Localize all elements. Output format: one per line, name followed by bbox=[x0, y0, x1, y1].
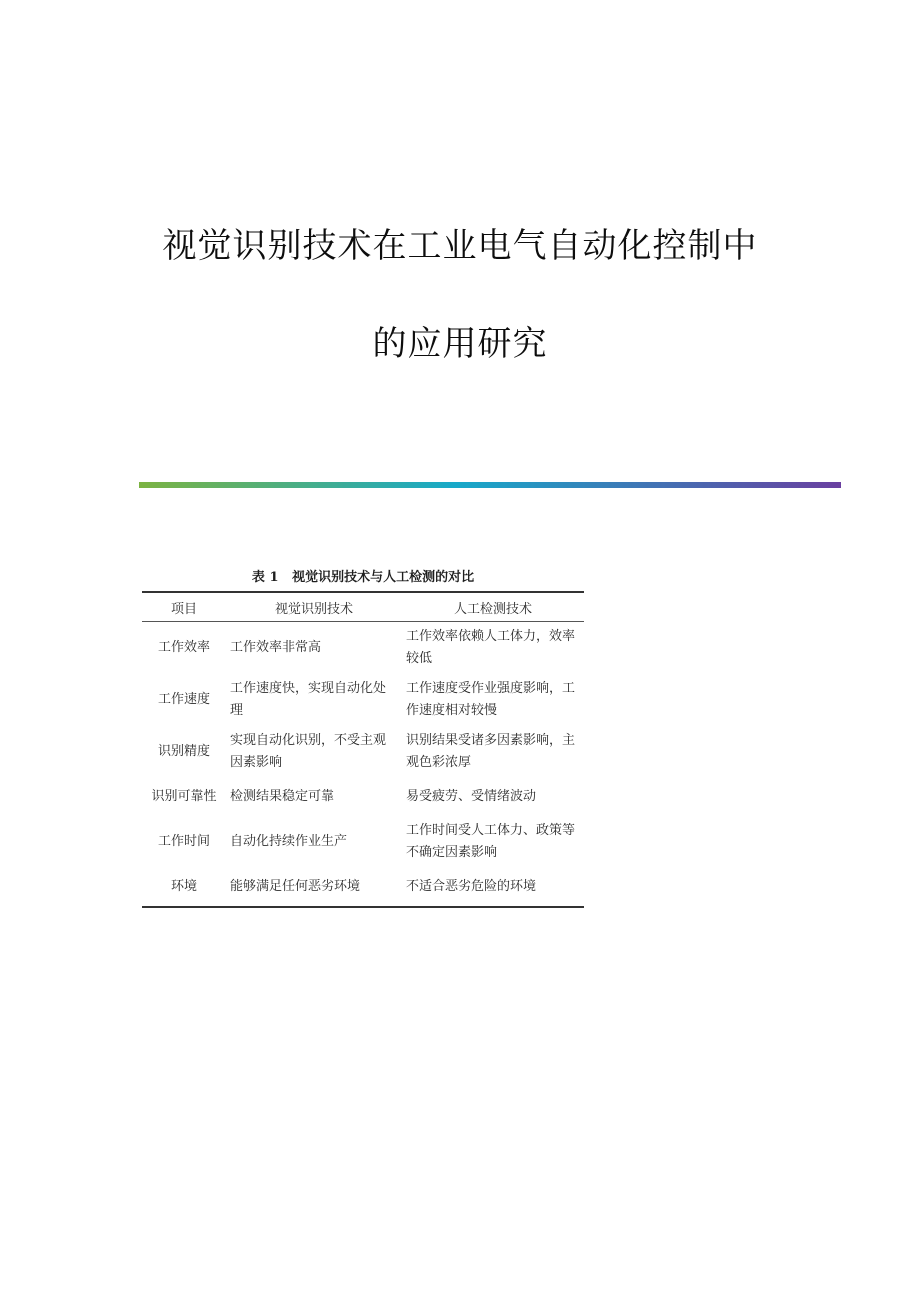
table-cell-manual: 不适合恶劣危险的环境 bbox=[406, 879, 537, 894]
table-row bbox=[142, 674, 584, 726]
table-row bbox=[142, 868, 584, 907]
table-cell-manual: 工作速度受作业强度影响，工作速度相对较慢 bbox=[406, 681, 576, 718]
table-cell-vision: 工作速度快，实现自动化处理 bbox=[230, 681, 387, 718]
table-cell-vision: 检测结果稳定可靠 bbox=[230, 789, 335, 804]
table-cell-vision: 能够满足任何恶劣环境 bbox=[230, 879, 361, 894]
table-row bbox=[142, 816, 584, 868]
comparison-table-figure bbox=[142, 565, 584, 908]
decorative-gradient-divider bbox=[139, 482, 841, 488]
table-cell-manual: 工作时间受人工体力、政策等不确定因素影响 bbox=[406, 823, 576, 860]
table-cell-vision: 自动化持续作业生产 bbox=[230, 834, 348, 849]
table-cell-manual: 识别结果受诸多因素影响，主观色彩浓厚 bbox=[406, 733, 576, 770]
table-cell-manual: 工作效率依赖人工体力，效率较低 bbox=[406, 629, 576, 666]
comparison-table bbox=[142, 591, 584, 908]
table-cell-vision: 实现自动化识别，不受主观因素影响 bbox=[230, 733, 387, 770]
document-title-line-2: 的应用研究 bbox=[372, 324, 548, 364]
document-title-line-1: 视觉识别技术在工业电气自动化控制中 bbox=[162, 226, 758, 266]
table-caption: 表 1 视觉识别技术与人工检测的对比 bbox=[251, 570, 475, 585]
table-row bbox=[142, 726, 584, 778]
table-cell-item: 环境 bbox=[170, 879, 197, 894]
table-cell-item: 识别精度 bbox=[157, 744, 210, 759]
table-header-row bbox=[142, 592, 584, 622]
table-cell-item: 工作时间 bbox=[157, 834, 210, 849]
table-header-cell: 人工检测技术 bbox=[453, 601, 532, 617]
table-cell-item: 工作速度 bbox=[157, 692, 210, 707]
table-cell-item: 工作效率 bbox=[157, 640, 210, 655]
table-row bbox=[142, 622, 584, 675]
table-cell-manual: 易受疲劳、受情绪波动 bbox=[406, 789, 537, 804]
table-header-cell: 视觉识别技术 bbox=[274, 601, 353, 617]
table-cell-item: 识别可靠性 bbox=[151, 789, 217, 804]
table-cell-vision: 工作效率非常高 bbox=[230, 640, 322, 655]
table-header-cell: 项目 bbox=[170, 601, 197, 617]
table-row bbox=[142, 778, 584, 816]
